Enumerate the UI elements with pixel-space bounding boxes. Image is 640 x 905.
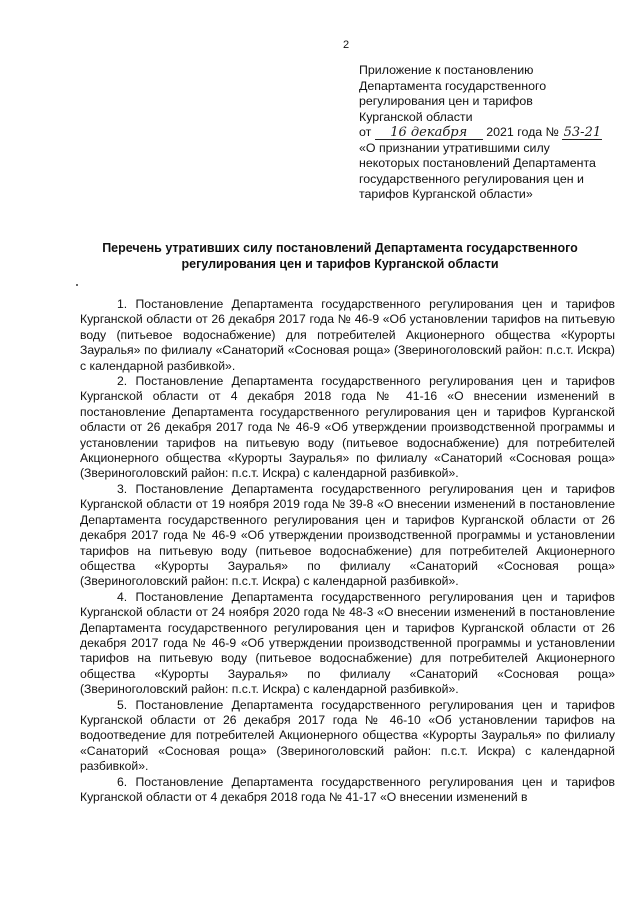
appendix-quote-line: «О признании утратившими силу xyxy=(359,140,550,155)
list-item: 6. Постановление Департамента государственного регулирования цен и тарифов Курганской области от 4 декабря 2018 года № 41-17 «О внесении изменений в xyxy=(80,774,615,804)
year-text: 2021 года № xyxy=(486,125,559,139)
appendix-date-line xyxy=(359,125,629,141)
appendix-line: Курганской области xyxy=(359,109,473,124)
appendix-quote-line: тарифов Курганской области» xyxy=(359,187,533,201)
title-line: Перечень утративших силу постановлений Департамента государственного xyxy=(102,241,578,255)
appendix-quote-line: государственного регулирования цен и xyxy=(359,171,584,186)
from-label: от xyxy=(359,125,372,139)
list-item: 4. Постановление Департамента государственного регулирования цен и тарифов Курганской области от 24 ноября 2020 года № 48-3 «О внесении изменений в постановление Департамента государственного регулирования цен и тарифов Курганской области от 26 декабря 2017 года № 46-9 «Об утверждении производственной программы и установлении тарифов на питьевую воду (питьевое водоснабжение) для потребителей Акционерного общества «Курорты Зауралья» по филиалу «Санаторий «Сосновая роща» (Звериноголовский район: п.с.т. Искра) с календарной разбивкой». xyxy=(80,589,615,697)
resolutions-list xyxy=(80,297,615,805)
scan-dot xyxy=(76,284,78,286)
list-item: 1. Постановление Департамента государственного регулирования цен и тарифов Курганской области от 26 декабря 2017 года № 46-9 «Об установлении тарифов на питьевую воду (питьевое водоснабжение) для потребителей Акционерного общества «Курорты Зауралья» по филиалу «Санаторий «Сосновая роща» (Звериноголовский район: п.с.т. Искра) с календарной разбивкой». xyxy=(80,297,615,373)
appendix-quote-line: некоторых постановлений Департамента xyxy=(359,156,596,170)
list-item: 5. Постановление Департамента государственного регулирования цен и тарифов Курганской области от 26 декабря 2017 года № 46-10 «Об установлении тарифов на водоотведение для потребителей Акционерного общества «Курорты Зауралья» по филиалу «Санаторий «Сосновая роща» (Звериноголовский район: п.с.т. Искра) с календарной разбивкой». xyxy=(80,697,615,774)
handwritten-date: 16 декабря xyxy=(375,126,483,140)
handwritten-number: 53-21 xyxy=(563,125,602,140)
list-item: 2. Постановление Департамента государственного регулирования цен и тарифов Курганской области от 4 декабря 2018 года № 41-16 «О внесении изменений в постановление Департамента государственного регулирования цен и тарифов Курганской области от 26 декабря 2017 года № 46-9 «Об утверждении производственной программы и установлении тарифов на питьевую воду (питьевое водоснабжение) для потребителей Акционерного общества «Курорты Зауралья» по филиалу «Санаторий «Сосновая роща» (Звериноголовский район: п.с.т. Искра) с календарной разбивкой». xyxy=(80,374,615,481)
appendix-header xyxy=(359,63,629,203)
appendix-line: Департамента государственного xyxy=(359,78,547,93)
page-number: 2 xyxy=(343,39,350,51)
appendix-line: Приложение к постановлению xyxy=(359,63,534,77)
document-title xyxy=(60,240,620,272)
appendix-line: регулирования цен и тарифов xyxy=(359,94,533,108)
title-line: регулирования цен и тарифов Курганской области xyxy=(181,257,499,271)
list-item: 3. Постановление Департамента государственного регулирования цен и тарифов Курганской области от 19 ноября 2019 года № 39-8 «О внесении изменений в постановление Департамента государственного регулирования цен и тарифов Курганской области от 26 декабря 2017 года № 46-9 «Об утверждении производственной программы и установлении тарифов на питьевую воду (питьевое водоснабжение) для потребителей Акционерного общества «Курорты Зауралья» по филиалу «Санаторий «Сосновая роща» (Звериноголовский район: п.с.т. Искра) с календарной разбивкой». xyxy=(80,481,615,589)
